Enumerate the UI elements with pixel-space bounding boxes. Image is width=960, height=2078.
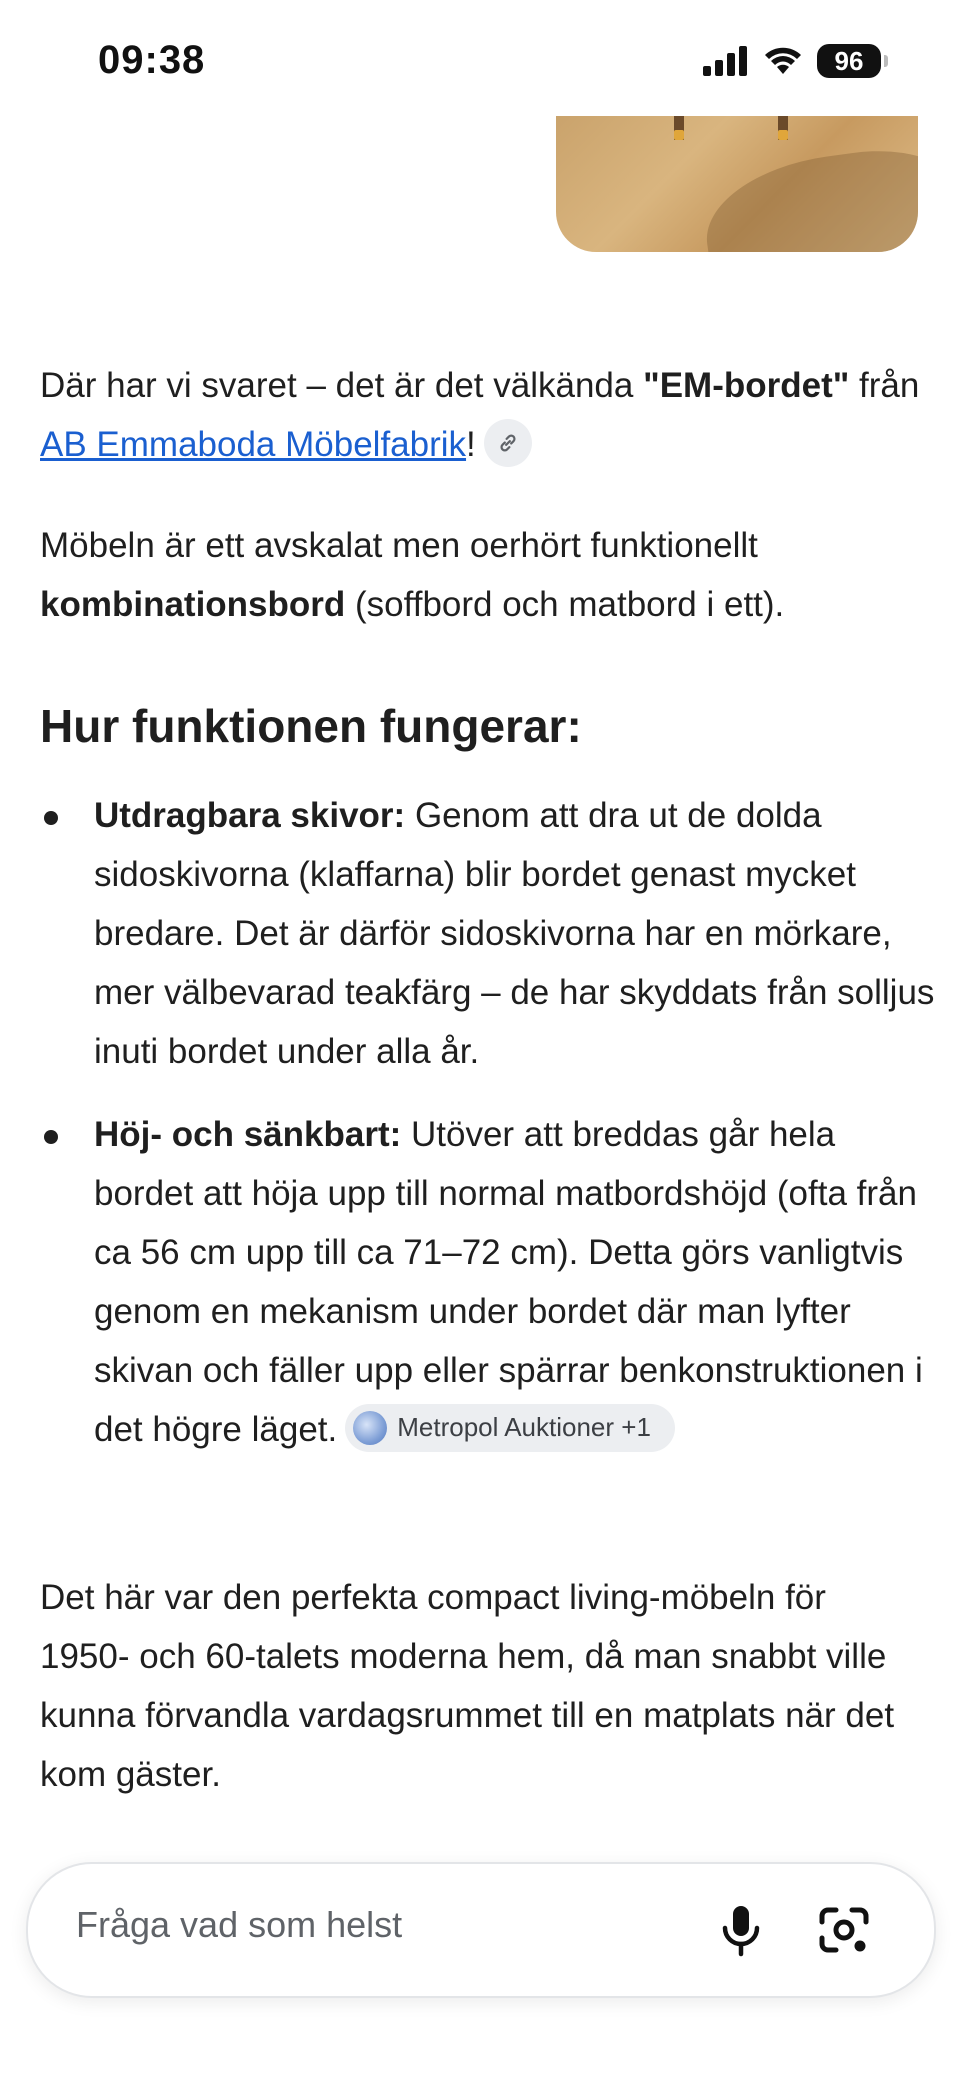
photo-leg-tip [674,130,684,140]
wifi-icon [763,46,803,76]
emmaboda-link[interactable]: AB Emmaboda Möbelfabrik [40,425,467,464]
bullet-title: Utdragbara skivor: [94,796,406,835]
text: från [849,366,920,405]
list-item [40,1105,940,1459]
globe-icon [353,1411,387,1445]
text: (soffbord och matbord i ett). [345,585,785,624]
battery-icon: 96 [817,44,881,78]
list-item [40,786,940,1081]
status-bar [0,0,960,120]
photo-shadow [698,139,918,252]
source-chip-label: Metropol Auktioner +1 [397,1412,651,1443]
text: Där har vi svaret – det är det välkända [40,366,644,405]
answer-paragraph-2 [40,516,920,634]
table-photo[interactable] [556,116,918,252]
bold-text: kombinationsbord [40,585,346,624]
answer-paragraph-1 [40,356,920,474]
bold-text: "EM-bordet" [643,366,850,405]
link-chip-button[interactable] [484,419,532,467]
section-heading: Hur funktionen fungerar: [40,700,582,752]
bullet-dot [44,811,58,825]
source-chip[interactable] [345,1404,675,1452]
bullet-list [40,786,940,1459]
status-icons [703,44,888,78]
microphone-icon[interactable] [711,1900,771,1960]
camera-lens-icon[interactable] [814,1900,874,1960]
ask-input-placeholder[interactable]: Fråga vad som helst [76,1904,403,1945]
bullet-dot [44,1130,58,1144]
cellular-signal-icon [703,46,749,76]
text: Möbeln är ett avskalat men oerhört funktionellt [40,526,758,565]
status-time: 09:38 [98,38,206,82]
bullet-text: Utöver att breddas går hela bordet att höja upp till normal matbordshöjd (ofta från ca 56 cm upp till ca 71–72 cm). Detta görs vanligtvis genom en mekanism under bordet där man lyfter skivan och fäller upp eller spärrar benkonstruktionen i det högre läget. [94,1115,923,1449]
text: ! [466,425,476,464]
bullet-text: Genom att dra ut de dolda sidoskivorna (klaffarna) blir bordet genast mycket bredare. Det är därför sidoskivorna har en mörkare, mer välbevarad teakfärg – de har skyddats från solljus inuti bordet under alla år. [94,796,935,1071]
answer-paragraph-3: Det här var den perfekta compact living-möbeln för 1950- och 60-talets moderna hem, då man snabbt ville kunna förvandla vardagsrummet till en matplats när det kom gäster. [40,1578,895,1794]
bullet-title: Höj- och sänkbart: [94,1115,402,1154]
link-icon [497,432,519,454]
photo-leg-tip [778,130,788,140]
ask-input-bar[interactable] [26,1862,936,1998]
battery-cap [884,55,888,67]
